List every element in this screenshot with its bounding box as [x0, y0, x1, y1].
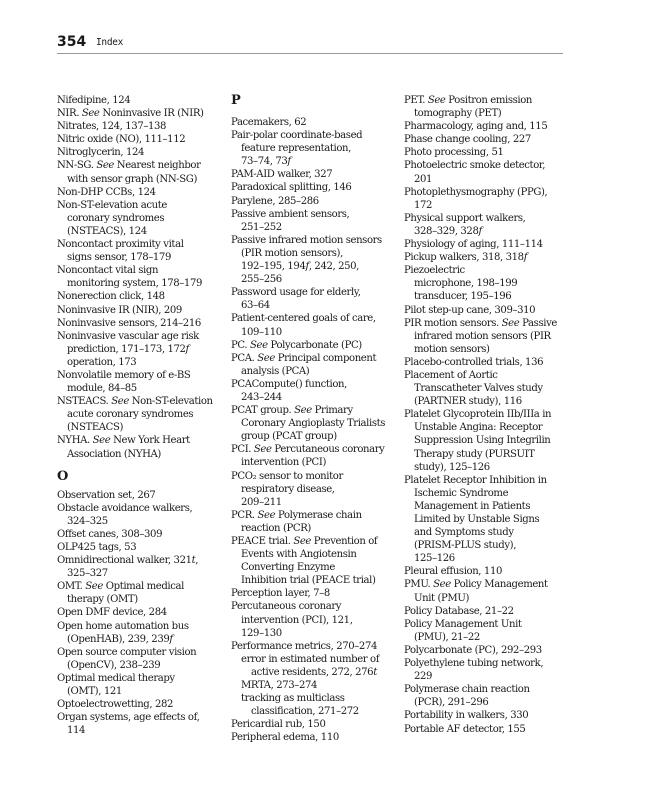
- index-entry-continuation: 129–130: [241, 627, 282, 639]
- section-letter: O: [57, 468, 68, 484]
- index-entry: Passive ambient sensors,: [231, 208, 350, 220]
- index-entry: Policy Database, 21–22: [404, 605, 514, 617]
- index-entry-continuation: infrared motion sensors (PIR: [414, 330, 551, 342]
- index-entry-continuation: (OpenHAB), 239, 239f: [67, 633, 173, 645]
- index-entry-continuation: Unit (PMU): [414, 592, 470, 604]
- index-entry-continuation: reaction (PCR): [241, 522, 311, 534]
- index-entry: Phase change cooling, 227: [404, 134, 531, 146]
- index-entry: Open DMF device, 284: [57, 607, 167, 619]
- index-entry: Nitroglycerin, 124: [57, 147, 145, 159]
- index-entry: Perception layer, 7–8: [231, 588, 330, 600]
- index-entry-continuation: classification, 271–272: [251, 706, 359, 718]
- page-header: [57, 34, 563, 54]
- index-entry: Observation set, 267: [57, 489, 156, 501]
- index-entry-continuation: Therapy study (PURSUIT: [414, 448, 535, 460]
- index-entry: Pharmacology, aging and, 115: [404, 121, 548, 133]
- index-entry: NN-SG. See Nearest neighbor: [57, 160, 201, 172]
- index-entry: PMU. See Policy Management: [404, 579, 548, 591]
- index-entry-continuation: tomography (PET): [414, 108, 502, 120]
- index-entry: Polyethylene tubing network,: [404, 658, 544, 670]
- index-entry: Nonvolatile memory of e-BS: [57, 369, 191, 381]
- index-entry-continuation: therapy (OMT): [67, 594, 138, 606]
- index-entry: Photoelectric smoke detector,: [404, 160, 546, 172]
- running-head: Index: [96, 37, 124, 48]
- index-entry-continuation: Transcatheter Valves study: [414, 383, 543, 395]
- index-entry: PEACE trial. See Prevention of: [231, 536, 378, 547]
- index-entry: PAM-AID walker, 327: [231, 169, 333, 181]
- index-entry: Pair-polar coordinate-based: [231, 130, 363, 142]
- page-number: 354: [57, 34, 87, 50]
- index-entry-continuation: coronary syndromes: [67, 212, 165, 224]
- index-entry-continuation: 109–110: [241, 326, 282, 338]
- index-entry-continuation: (PIR motion sensors),: [241, 247, 343, 259]
- index-subentry: microphone, 198–199: [414, 278, 518, 290]
- index-entry-continuation: intervention (PCI), 121,: [241, 614, 353, 626]
- index-entry-continuation: 172: [414, 199, 433, 211]
- index-entry-continuation: (OMT), 121: [67, 686, 122, 698]
- index-entry-continuation: intervention (PCI): [241, 457, 327, 469]
- index-entry: Nonerection click, 148: [57, 291, 165, 303]
- index-entry-continuation: 325–327: [67, 568, 108, 580]
- index-subentry: error in estimated number of: [241, 653, 380, 665]
- index-entry-continuation: 243–244: [241, 391, 282, 403]
- index-entry-continuation: with sensor graph (NN-SG): [67, 173, 197, 185]
- index-entry: Policy Management Unit: [404, 618, 522, 630]
- index-entry-continuation: 63–64: [241, 300, 270, 312]
- index-entry: Open home automation bus: [57, 620, 189, 632]
- index-entry-continuation: (PRISM-PLUS study),: [414, 540, 516, 552]
- index-entry-continuation: and Symptoms study: [414, 527, 514, 539]
- index-entry: Photo processing, 51: [404, 147, 504, 159]
- index-entry: Noninvasive IR (NIR), 209: [57, 304, 182, 316]
- index-entry: Performance metrics, 270–274: [231, 640, 377, 652]
- index-entry-continuation: (PARTNER study), 116: [414, 396, 522, 408]
- index-entry-continuation: 328–329, 328f: [414, 225, 482, 237]
- index-subentry: MRTA, 273–274: [241, 680, 318, 692]
- section-letter: P: [231, 93, 241, 108]
- index-entry-continuation: respiratory disease,: [241, 483, 335, 495]
- index-entry: Password usage for elderly,: [231, 287, 361, 299]
- index-entry-continuation: module, 84–85: [67, 383, 137, 395]
- index-entry: PCO₂ sensor to monitor: [231, 470, 343, 482]
- index-entry-continuation: Association (NYHA): [67, 448, 161, 460]
- index-entry: PCI. See Percutaneous coronary: [231, 444, 385, 456]
- index-entry: Paradoxical splitting, 146: [231, 182, 352, 194]
- index-entry-continuation: Limited by Unstable Signs: [414, 514, 540, 525]
- index-entry-continuation: 192–195, 194f, 242, 250,: [241, 261, 359, 273]
- index-entry-continuation: 125–126: [414, 553, 455, 565]
- index-entry: Obstacle avoidance walkers,: [57, 502, 193, 514]
- index-entry-continuation: 209–211: [241, 496, 282, 508]
- index-entry-continuation: Suppression Using Integrilin: [414, 435, 551, 447]
- index-entry: Nitric oxide (NO), 111–112: [57, 134, 186, 146]
- index-entry-continuation: motion sensors): [414, 343, 490, 355]
- index-entry: Portability in walkers, 330: [404, 710, 529, 722]
- index-entry-continuation: Coronary Angioplasty Trialists: [241, 418, 386, 430]
- index-subentry: tracking as multiclass: [241, 693, 345, 705]
- index-entry: Photoplethysmography (PPG),: [404, 186, 548, 198]
- index-entry: PCR. See Polymerase chain: [231, 509, 362, 521]
- index-entry: Physiology of aging, 111–114: [404, 239, 543, 251]
- index-entry: Portable AF detector, 155: [404, 723, 526, 735]
- index-entry-continuation: Management in Patients: [414, 500, 531, 512]
- index-entry: PC. See Polycarbonate (PC): [231, 339, 362, 351]
- index-entry: Parylene, 285–286: [231, 195, 319, 207]
- index-subentry: transducer, 195–196: [414, 291, 512, 303]
- index-entry: Polycarbonate (PC), 292–293: [404, 644, 542, 656]
- index-entry: Pickup walkers, 318, 318f: [404, 252, 528, 264]
- index-entry: PCACompute() function,: [231, 378, 347, 390]
- index-entry: Noncontact proximity vital: [57, 239, 184, 251]
- index-entry-continuation: active residents, 272, 276t: [251, 666, 377, 678]
- index-entry-continuation: (OpenCV), 238–239: [67, 659, 161, 671]
- index-entry-continuation: 324–325: [67, 515, 108, 527]
- index-entry: Non-DHP CCBs, 124: [57, 186, 156, 198]
- index-entry: PCAT group. See Primary: [231, 405, 353, 417]
- index-column-1: [57, 94, 227, 737]
- index-column-3: [404, 94, 572, 736]
- index-entry: PET. See Positron emission: [404, 95, 532, 106]
- index-entry-continuation: 255–256: [241, 274, 282, 286]
- index-entry: OLP425 tags, 53: [57, 542, 137, 553]
- index-entry-continuation: 73–74, 73f: [241, 156, 291, 168]
- index-entry: PCA. See Principal component: [231, 352, 377, 364]
- index-entry-continuation: 114: [67, 725, 86, 737]
- index-column-2: [231, 94, 397, 745]
- index-entry-continuation: Events with Angiotensin: [241, 549, 357, 561]
- index-entry: Pacemakers, 62: [231, 117, 307, 128]
- index-entry-continuation: 229: [414, 671, 433, 683]
- index-entry-continuation: study), 125–126: [414, 461, 490, 473]
- index-entry-continuation: (PMU), 21–22: [414, 631, 480, 643]
- index-entry: Peripheral edema, 110: [231, 732, 339, 744]
- index-entry-continuation: Inhibition trial (PEACE trial): [241, 575, 376, 587]
- index-entry: Pericardial rub, 150: [231, 719, 326, 731]
- index-entry-continuation: monitoring system, 178–179: [67, 278, 202, 290]
- index-entry: Organ systems, age effects of,: [57, 712, 200, 724]
- index-entry: Noninvasive sensors, 214–216: [57, 317, 201, 329]
- index-entry: Placebo-controlled trials, 136: [404, 356, 544, 368]
- index-entry-continuation: feature representation,: [241, 143, 351, 155]
- index-entry: Optimal medical therapy: [57, 672, 175, 684]
- index-entry-continuation: prediction, 171–173, 172f: [67, 343, 189, 355]
- index-entry: Optoelectrowetting, 282: [57, 699, 174, 711]
- index-entry: Placement of Aortic: [404, 369, 498, 381]
- index-entry-continuation: 251–252: [241, 221, 282, 233]
- index-entry: NSTEACS. See Non-ST-elevation: [57, 396, 213, 408]
- index-entry: Nifedipine, 124: [57, 95, 131, 106]
- index-entry-continuation: Converting Enzyme: [241, 562, 335, 574]
- index-entry-continuation: (NSTEACS): [67, 422, 124, 434]
- index-entry-continuation: (PCR), 291–296: [414, 697, 489, 709]
- index-entry-continuation: 201: [414, 173, 433, 185]
- index-entry: Pilot step-up cane, 309–310: [404, 304, 536, 316]
- index-entry: Offset canes, 308–309: [57, 528, 163, 540]
- index-entry: OMT. See Optimal medical: [57, 581, 184, 593]
- index-entry-continuation: analysis (PCA): [241, 365, 310, 377]
- index-entry-continuation: operation, 173: [67, 356, 137, 368]
- index-entry-continuation: signs sensor, 178–179: [67, 252, 171, 264]
- index-entry: NYHA. See New York Heart: [57, 435, 190, 447]
- index-entry: Passive infrared motion sensors: [231, 234, 382, 246]
- index-entry: Noninvasive vascular age risk: [57, 330, 199, 342]
- index-entry-continuation: Ischemic Syndrome: [414, 487, 509, 499]
- index-entry: Noncontact vital sign: [57, 265, 159, 277]
- index-entry: Polymerase chain reaction: [404, 684, 530, 696]
- index-entry-continuation: Unstable Angina: Receptor: [414, 422, 543, 434]
- index-entry-continuation: (NSTEACS), 124: [67, 225, 147, 237]
- index-entry-continuation: group (PCAT group): [241, 431, 337, 443]
- index-entry: Patient-centered goals of care,: [231, 313, 376, 325]
- index-entry: Platelet Glycoprotein IIb/IIIa in: [404, 409, 552, 421]
- index-entry: PIR motion sensors. See Passive: [404, 317, 557, 329]
- index-entry: Percutaneous coronary: [231, 601, 342, 613]
- index-entry: Open source computer vision: [57, 646, 197, 658]
- index-entry-continuation: acute coronary syndromes: [67, 409, 194, 421]
- index-entry: NIR. See Noninvasive IR (NIR): [57, 108, 204, 120]
- index-entry: Omnidirectional walker, 321t,: [57, 555, 199, 567]
- index-entry: Nitrates, 124, 137–138: [57, 121, 167, 133]
- index-entry: Pleural effusion, 110: [404, 566, 502, 578]
- index-entry: Piezoelectric: [404, 265, 465, 277]
- index-entry: Physical support walkers,: [404, 212, 526, 224]
- index-entry: Non-ST-elevation acute: [57, 199, 167, 211]
- index-entry: Platelet Receptor Inhibition in: [404, 474, 547, 486]
